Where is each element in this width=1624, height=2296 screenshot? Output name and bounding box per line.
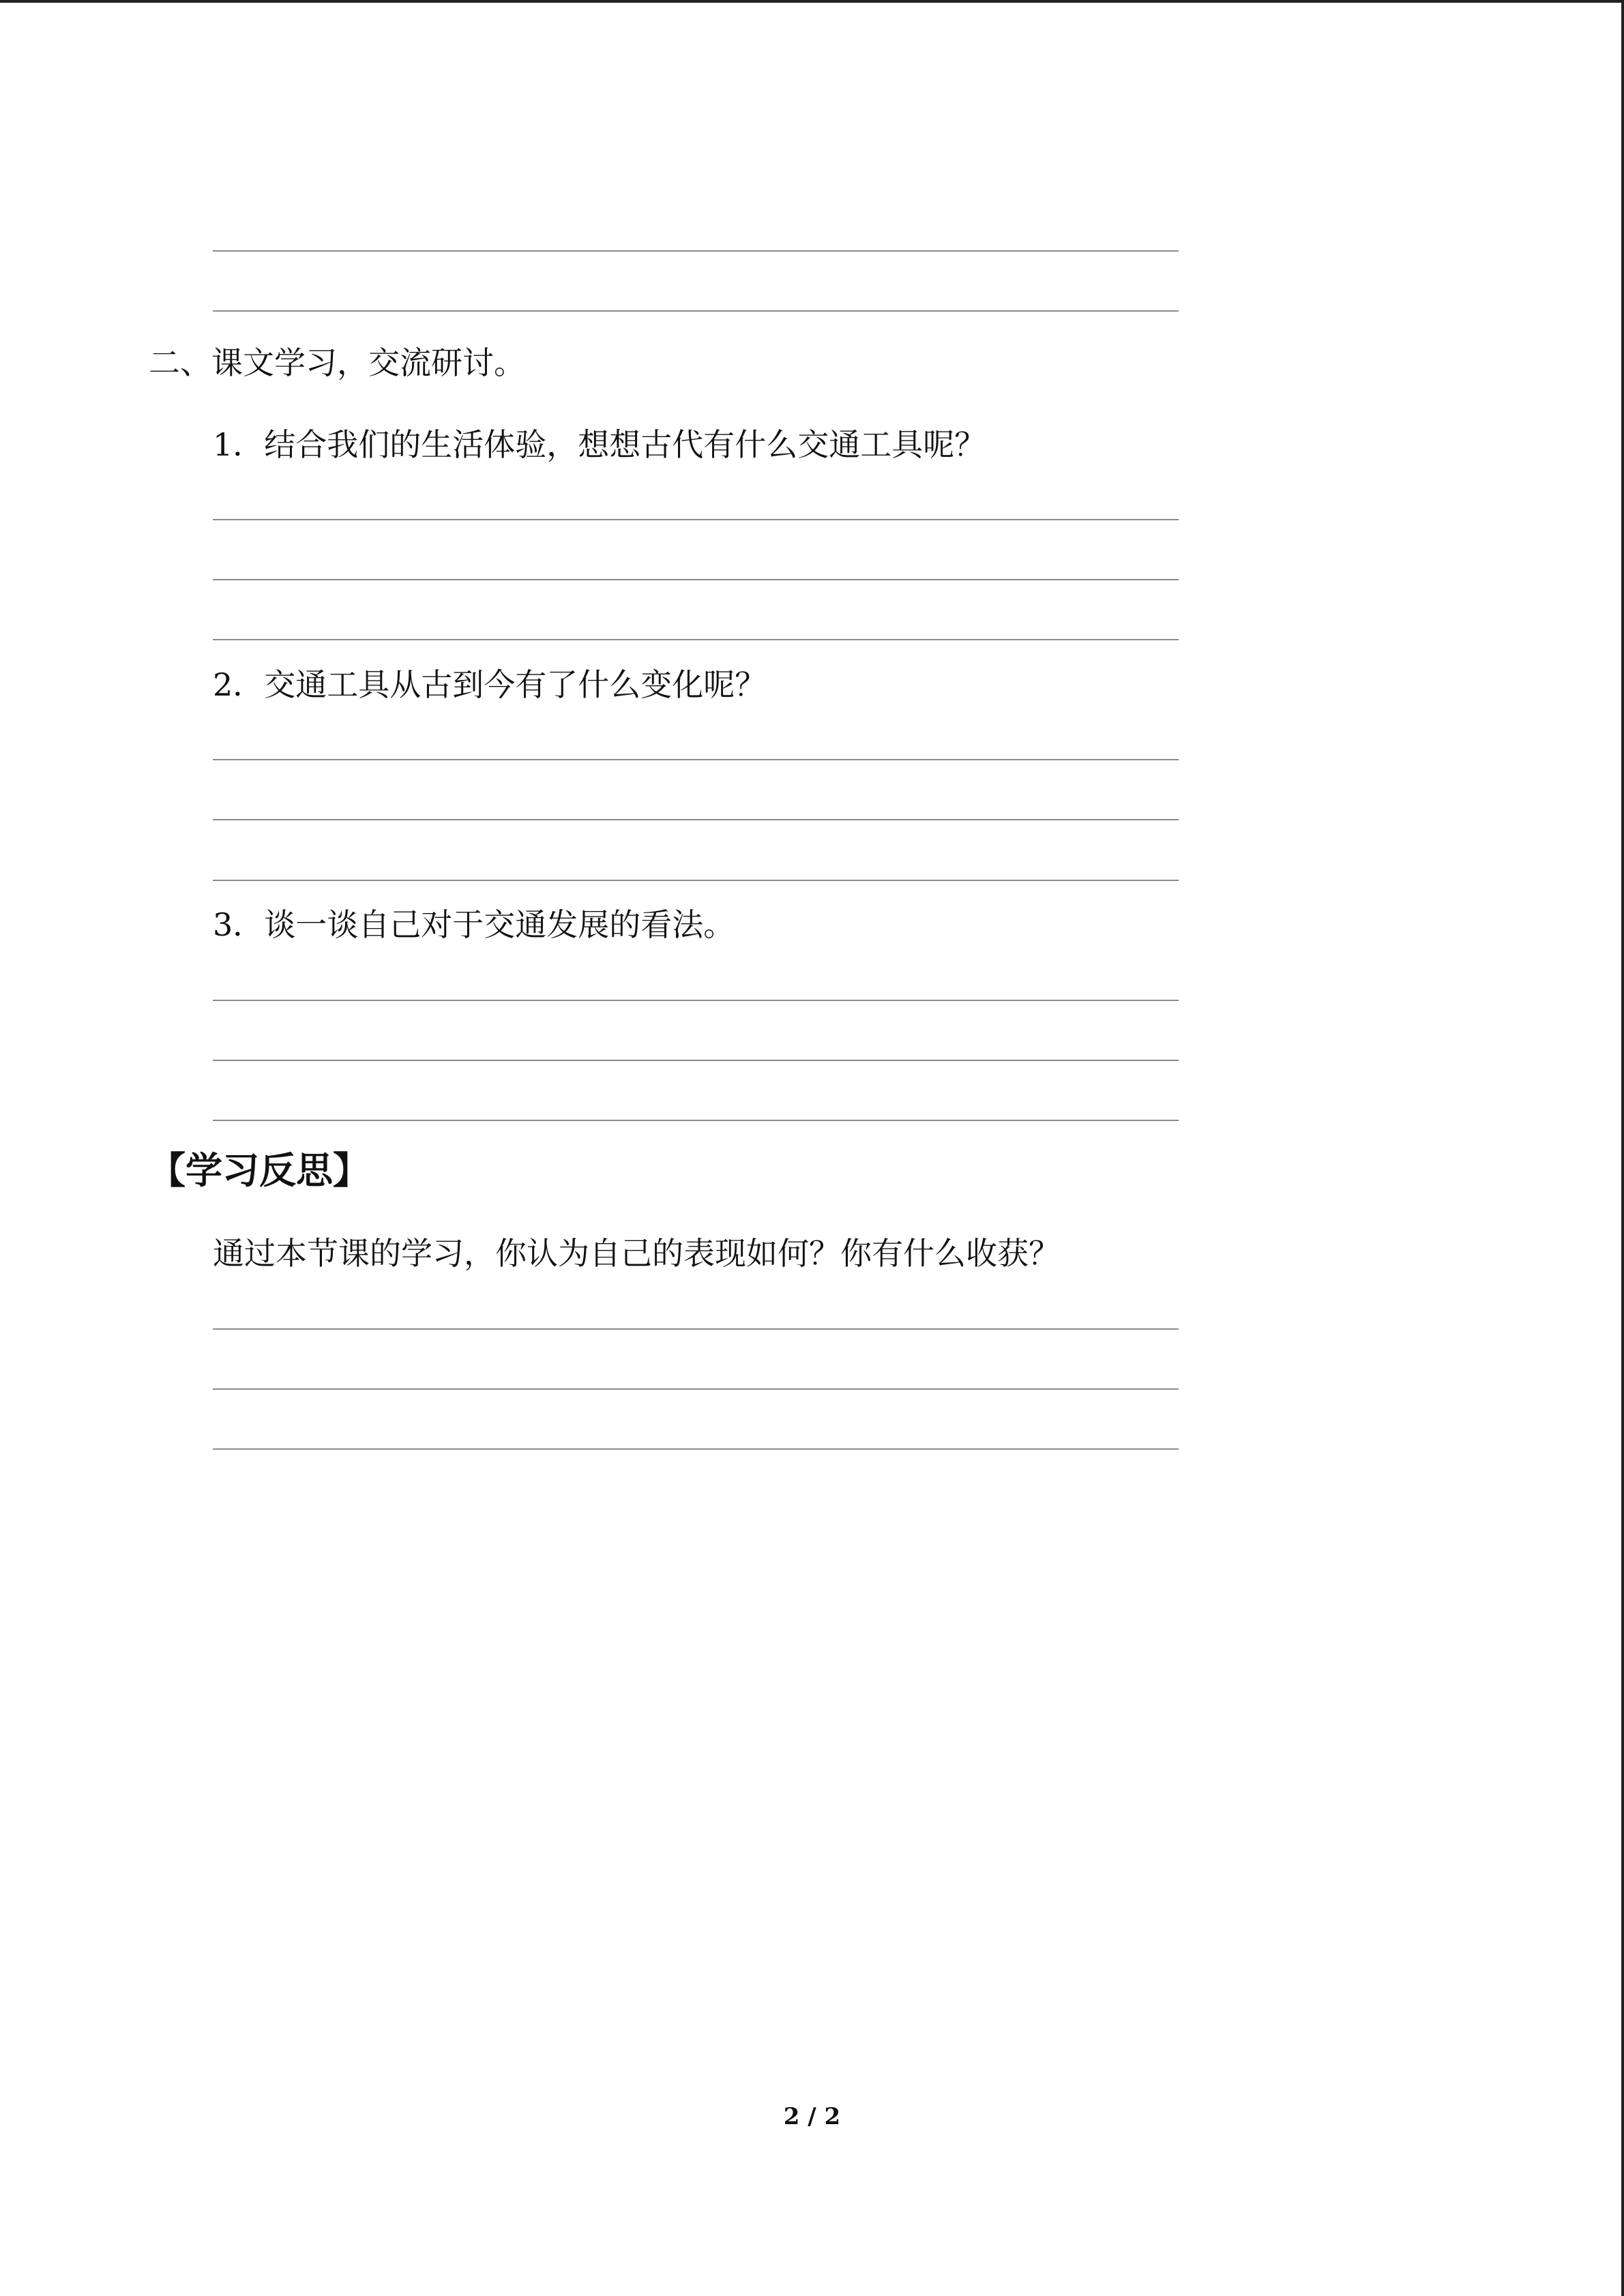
answer-line[interactable] [213, 759, 1179, 760]
answer-line[interactable] [213, 1000, 1179, 1001]
answer-line[interactable] [213, 639, 1179, 640]
page-border-top [0, 0, 1624, 3]
answer-line[interactable] [213, 579, 1179, 580]
answer-line[interactable] [213, 880, 1179, 881]
question-2: 2．交通工具从古到今有了什么变化呢？ [213, 666, 767, 703]
answer-line[interactable] [213, 1448, 1179, 1450]
answer-line[interactable] [213, 1328, 1179, 1330]
answer-line[interactable] [213, 1120, 1179, 1121]
reflection-prompt: 通过本节课的学习，你认为自己的表现如何？你有什么收获？ [213, 1235, 1060, 1272]
answer-line[interactable] [213, 819, 1179, 820]
question-1: 1．结合我们的生活体验，想想古代有什么交通工具呢？ [213, 426, 986, 463]
answer-line[interactable] [213, 519, 1179, 520]
section-title: 二、课文学习，交流研讨。 [149, 344, 525, 381]
answer-line[interactable] [213, 250, 1179, 252]
page-number: 2 / 2 [783, 2103, 841, 2130]
answer-line[interactable] [213, 1388, 1179, 1390]
page-border-right [1621, 0, 1624, 2296]
reflection-heading: 【学习反思】 [149, 1149, 370, 1192]
answer-line[interactable] [213, 310, 1179, 312]
question-3: 3．谈一谈自己对于交通发展的看法。 [213, 906, 735, 943]
answer-line[interactable] [213, 1060, 1179, 1061]
